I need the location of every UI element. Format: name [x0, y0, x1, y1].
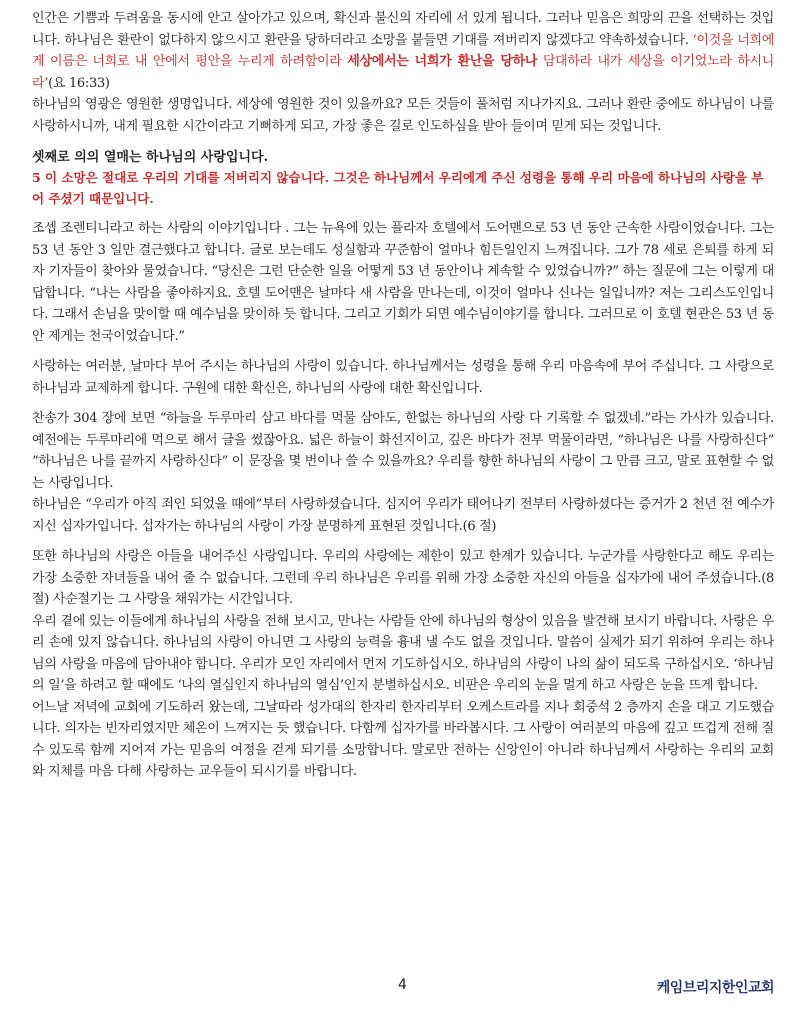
paragraph-love-poured: 사랑하는 여러분, 날마다 부어 주시는 하나님의 사랑이 있습니다. 하나님께서는 성령을 통해 우리 마음속에 부어 주십니다. 그 사랑으로 하나님과 교제하게 합니다. 구원에 대한 확신은, 하나님의 사랑에 대한 확신입니다.: [32, 359, 774, 396]
paragraph-doorman-story: 조셉 조렌티니라고 하는 사람의 이야기입니다 . 그는 뉴욕에 있는 플라자 호텔에서 도어맨으로 53 년 동안 근속한 사람이었습니다. 그는 53 년 동안 3 일만 결근했다고 합니다. 글로 보는데도 성실함과 꾸준함이 얼마나 힘든일인지 느껴집니다. 그가 78 세로 은퇴를 하게 되자 기자들이 찾아와 물었습니다. “당신은 그런 단순한 일을 어떻게 53 년 동안이나 계속할 수 있었습니까?” 하는 질문에 그는 이렇게 대답합니다. “나는 사람을 좋아하지요. 호텔 도어맨은 날마다 새 사람을 만나는데, 이것이 얼마나 신나는 일입니까? 저는 그리스도인입니다. 그래서 손님을 맞이할 때 예수님을 맞이하 듯 합니다. 그리고 기회가 되면 예수님이야기를 합니다. 그러므로 이 호텔 현관은 53 년 동안 제게는 천국이었습니다.”: [32, 221, 774, 344]
paragraph-share-love: 우리 곁에 있는 이들에게 하나님의 사랑을 전해 보시고, 만나는 사람들 안에 하나님의 형상이 있음을 발견해 보시기 바랍니다. 사랑은 우리 손에 있지 않습니다. 하나님의 사랑이 아니면 그 사랑의 능력을 흉내 낼 수도 없을 것입니다. 말씀이 실제가 되기 위하여 우리는 하나님의 사랑을 마음에 담아내야 합니다. 우리가 모인 자리에서 먼저 기도하십시오. 하나님의 사랑이 나의 삶이 되도록 구하십시오. ‘하나님의 일’을 하려고 할 때에도 ‘나의 열심인지 하나님의 열심’인지 분별하십시오. 비판은 우리의 눈을 멀게 하고 사랑은 눈을 뜨게 합니다.: [32, 613, 774, 693]
scripture-reference: (요 16:33): [48, 75, 110, 91]
scripture-quote-end: 담대하라 내가 세상을 이기었노라 하시니라’: [32, 54, 774, 91]
paragraph-sinners: 하나님은 “우리가 아직 죄인 되었을 때에”부터 사랑하셨습니다. 심지어 우리가 태어나기 전부터 사랑하셨다는 증거가 2 천년 전 예수가 지신 십자가입니다. 십자가는 하나님의 사랑이 가장 분명하게 표현된 것입니다.(6 절): [32, 497, 774, 534]
section-heading: 셋째로 의의 열매는 하나님의 사랑입니다.: [32, 150, 269, 165]
paragraph-intro: [32, 8, 774, 94]
paragraph-glory: 하나님의 영광은 영원한 생명입니다. 세상에 영원한 것이 있을까요? 모든 것들이 풀처럼 지나가지요. 그러나 환란 중에도 하나님이 나를 사랑하시니까, 내게 필요한 시간이라고 기뻐하게 되고, 가장 좋은 길로 인도하심을 받아 들이며 믿게 되는 것입니다.: [32, 97, 774, 134]
paragraph-hymn: 찬송가 304 장에 보면 “하늘을 두루마리 삼고 바다를 먹물 삼아도, 한없는 하나님의 사랑 다 기록할 수 없겠네.”라는 가사가 있습니다. 예전에는 두루마리에 먹으로 해서 글을 썼잖아요. 넓은 하늘이 화선지이고, 깊은 바다가 전부 먹물이라면, “하나님은 나를 사랑하신다” “하나님은 나를 끝까지 사랑하신다” 이 문장을 몇 번이나 쓸 수 있을까요? 우리를 향한 하나님의 사랑이 그 만큼 크고, 말로 표현할 수 없는 사랑입니다.: [32, 411, 774, 491]
intro-text: 인간은 기쁨과 두려움을 동시에 안고 살아가고 있으며, 확신과 불신의 자리에 서 있게 됩니다. 그러나 믿음은 희망의 끈을 선택하는 것입니다. 하나님은 환란이 없다하지 않으시고 환란을 당하더라고 소망을 붙들면 기대를 져버리지 않겠다고 약속하셨습니다.: [32, 11, 774, 48]
scripture-verse: 5 이 소망은 절대로 우리의 기대를 저버리지 않습니다. 그것은 하나님께서 우리에게 주신 성령을 통해 우리 마음에 하나님의 사랑을 부어 주셨기 때문입니다.: [32, 170, 764, 206]
paragraph-evening-prayer: 어느날 저녁에 교회에 기도하러 왔는데, 그날따라 성가대의 한자리 한자리부터 오케스트라를 지나 회중석 2 층까지 손을 대고 기도했습니다. 의자는 빈자리였지만 체온이 느껴지는 듯 했습니다. 다함께 십자가를 바라봅시다. 그 사랑이 여러분의 마음에 깊고 뜨겁게 전해 질 수 있도록 함께 지어져 가는 믿음의 여정을 걷게 되기를 소망합니다. 말로만 전하는 신앙인이 아니라 하나님께서 사랑하는 우리의 교회와 지체를 마음 다해 사랑하는 교우들이 되시기를 바랍니다.: [32, 699, 774, 779]
scripture-quote: ‘이것을 너희에게 이름은 너희로 내 안에서 평안을 누리게 하려함이라: [32, 32, 774, 69]
scripture-quote-emphasis: 세상에서는 너희가 환난을 당하나: [347, 54, 538, 69]
document-body: [32, 8, 774, 783]
paragraph-son-given: 또한 하나님의 사랑은 아들을 내어주신 사랑입니다. 우리의 사랑에는 제한이 있고 한계가 있습니다. 누군가를 사랑한다고 해도 우리는 가장 소중한 자녀들을 내어 줄 수 없습니다. 그런데 우리 하나님은 우리를 위해 가장 소중한 자신의 아들을 십자가에 내어 주셨습니다.(8 절) 사순절기는 그 사랑을 채워가는 시간입니다.: [32, 549, 774, 607]
page-number: 4: [398, 977, 407, 993]
church-name: 케임브리지한인교회: [656, 980, 774, 996]
